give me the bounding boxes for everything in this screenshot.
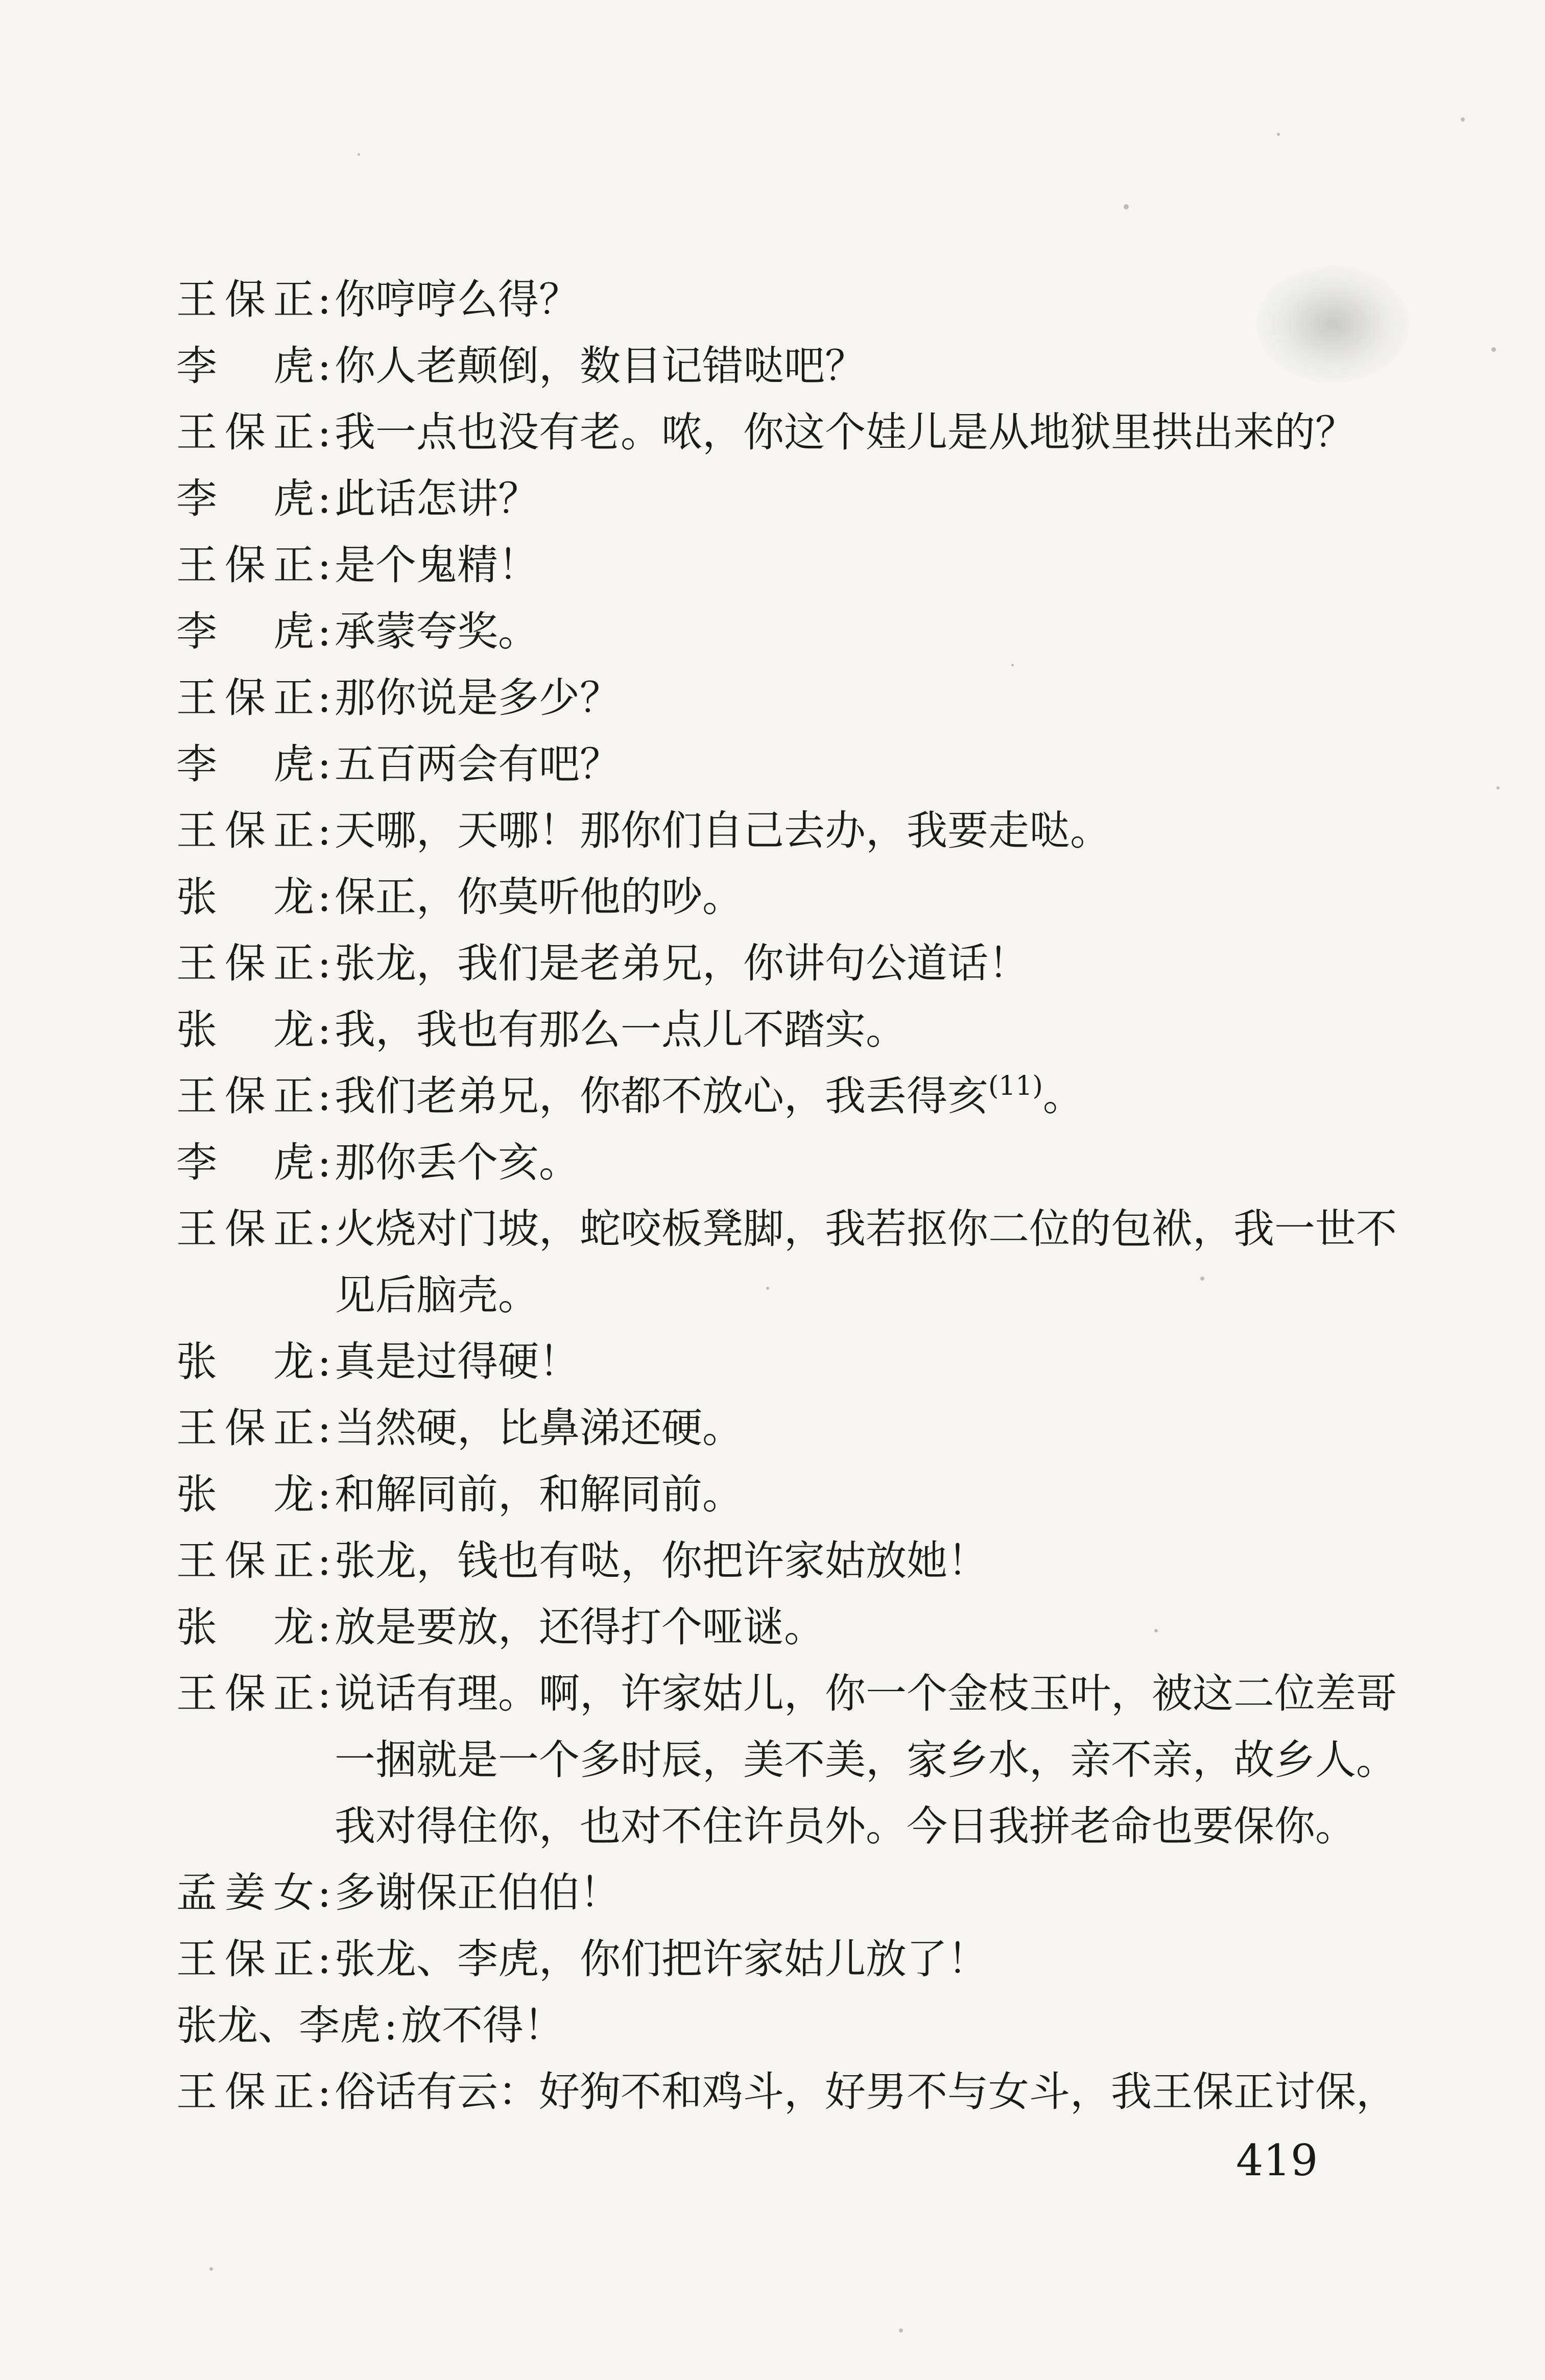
speaker-char: 王 (176, 1935, 217, 1983)
speaker-char: 正 (273, 674, 314, 722)
dialogue-line (176, 1528, 1428, 1594)
speaker-colon: : (317, 1869, 331, 1916)
dialogue-text-tail: 。 (1042, 1072, 1084, 1120)
speaker-name (176, 333, 314, 399)
speaker-char: 王 (176, 940, 217, 987)
speaker-char: 王 (176, 1072, 217, 1120)
speaker-char: 保 (225, 807, 266, 854)
dialogue-text (335, 930, 1428, 997)
dialogue-line (176, 466, 1428, 532)
dialogue-line (176, 864, 1428, 930)
dialogue-text-main: 是个鬼精！ (335, 541, 539, 589)
speaker-colon: : (317, 807, 331, 854)
speaker-char: 正 (273, 1935, 314, 1983)
dialogue-text-main: 你哼哼么得？ (335, 276, 580, 323)
speaker-char: 王 (176, 276, 217, 323)
dialogue-text (335, 598, 1428, 665)
speaker-char: 王 (176, 1404, 217, 1452)
speaker-char: 保 (225, 408, 266, 456)
speaker-char: 李 (176, 475, 217, 522)
dialogue-text-main: 那你说是多少？ (335, 674, 621, 722)
dialogue-text (335, 665, 1428, 731)
dialogue-line (176, 1992, 1428, 2059)
scan-speck (1124, 204, 1129, 209)
speaker-char: 虎 (273, 608, 314, 655)
speaker-char: 张 (176, 1006, 217, 1053)
speaker-name (176, 1461, 314, 1528)
speaker-char: 保 (225, 541, 266, 589)
speaker-colon: : (317, 1935, 331, 1983)
speaker-name (176, 665, 314, 731)
speaker-char: 李 (176, 1139, 217, 1186)
dialogue-text (335, 466, 1428, 532)
speaker-char: 保 (225, 1935, 266, 1983)
scan-speck (1277, 133, 1280, 136)
speaker-colon: : (317, 1338, 331, 1385)
speaker-name (176, 267, 314, 333)
speaker-colon: : (384, 2002, 398, 2049)
dialogue-line (176, 798, 1428, 864)
dialogue-text-main: 和解同前，和解同前。 (335, 1471, 743, 1518)
speaker-colon: : (317, 276, 331, 323)
dialogue-text (335, 731, 1428, 798)
dialogue-line (176, 2059, 1428, 2125)
dialogue-text-main: 天哪，天哪！那你们自己去办，我要走哒。 (335, 807, 1111, 854)
speaker-char: 保 (225, 674, 266, 722)
speaker-char: 正 (273, 1670, 314, 1717)
speaker-colon: : (317, 1537, 331, 1584)
dialogue-line (176, 731, 1428, 798)
dialogue-text (335, 1063, 1428, 1129)
speaker-name (176, 399, 314, 466)
speaker-name (176, 598, 314, 665)
speaker-char: 虎 (273, 342, 314, 390)
speaker-char: 王 (176, 674, 217, 722)
dialogue-text-main: 放不得！ (401, 2002, 564, 2049)
speaker-char: 正 (273, 940, 314, 987)
speaker-colon: : (317, 541, 331, 589)
dialogue-line (176, 1860, 1428, 1926)
speaker-name (176, 930, 314, 997)
speaker-colon: : (317, 1404, 331, 1452)
speaker-char: 王 (176, 2068, 217, 2115)
speaker-colon: : (317, 342, 331, 390)
speaker-char: 虎 (273, 740, 314, 788)
speaker-name (176, 532, 314, 598)
scan-speck (1461, 117, 1465, 122)
dialogue-line (176, 1926, 1428, 1992)
dialogue-text-main: 承蒙夸奖。 (335, 608, 539, 655)
speaker-name (176, 864, 314, 930)
dialogue-text (335, 1926, 1428, 1992)
speaker-char: 正 (273, 807, 314, 854)
speaker-name (176, 997, 314, 1063)
speaker-char: 正 (273, 1072, 314, 1120)
speaker-char: 李 (176, 740, 217, 788)
dialogue-line (176, 333, 1428, 399)
speaker-char: 王 (176, 807, 217, 854)
speaker-colon: : (317, 674, 331, 722)
speaker-char: 正 (273, 2068, 314, 2115)
speaker-colon: : (317, 1072, 331, 1120)
dialogue-text-main: 火烧对门坡，蛇咬板凳脚，我若抠你二位的包袱，我一世不见后脑壳。 (335, 1205, 1397, 1319)
dialogue-text-main: 俗话有云：好狗不和鸡斗，好男不与女斗，我王保正讨保， (335, 2068, 1397, 2115)
dialogue-text (335, 2059, 1428, 2125)
speaker-name (176, 1395, 314, 1461)
speaker-char: 女 (273, 1869, 314, 1916)
speaker-char: 保 (225, 276, 266, 323)
dialogue-text (335, 333, 1428, 399)
dialogue-line (176, 665, 1428, 731)
speaker-colon: : (317, 940, 331, 987)
speaker-char: 虎 (273, 1139, 314, 1186)
speaker-name (176, 731, 314, 798)
dialogue-text (335, 1395, 1428, 1461)
speaker-char: 正 (273, 408, 314, 456)
scan-speck (1154, 1629, 1158, 1632)
speaker-char: 正 (273, 1537, 314, 1584)
speaker-char: 保 (225, 2068, 266, 2115)
speaker-char: 张 (176, 873, 217, 921)
dialogue-text (335, 1196, 1428, 1329)
speaker-char: 王 (176, 1670, 217, 1717)
speaker-name (176, 1860, 314, 1926)
speaker-char: 保 (225, 1404, 266, 1452)
dialogue-line (176, 1129, 1428, 1196)
dialogue-line (176, 1661, 1428, 1860)
dialogue-text (335, 1129, 1428, 1196)
dialogue-text-main: 真是过得硬！ (335, 1338, 580, 1385)
speaker-char: 张 (176, 1338, 217, 1385)
scan-speck (1011, 664, 1014, 666)
dialogue-line (176, 267, 1428, 333)
dialogue-text-main: 张龙，钱也有哒，你把许家姑放她！ (335, 1537, 988, 1584)
speaker-colon: : (317, 1603, 331, 1651)
speaker-colon: : (317, 608, 331, 655)
speaker-char: 正 (273, 276, 314, 323)
speaker-name (176, 1594, 314, 1661)
dialogue-text-main: 张龙，我们是老弟兄，你讲句公道话！ (335, 940, 1029, 987)
dialogue-text-main: 你人老颠倒，数目记错哒吧？ (335, 342, 866, 390)
speaker-char: 虎 (273, 475, 314, 522)
dialogue-text-main: 放是要放，还得打个哑谜。 (335, 1603, 825, 1651)
dialogue-text-main: 当然硬，比鼻涕还硬。 (335, 1404, 743, 1452)
dialogue-text (335, 532, 1428, 598)
speaker-name (176, 1528, 314, 1594)
dialogue-text (335, 1860, 1428, 1926)
speaker-name (176, 1196, 314, 1262)
dialogue-text-main: 我们老弟兄，你都不放心，我丢得亥 (335, 1072, 988, 1120)
scan-speck (899, 2328, 903, 2333)
speaker-char: 保 (225, 1670, 266, 1717)
dialogue-text (335, 399, 1428, 466)
dialogue-line (176, 1063, 1428, 1129)
speaker-name (176, 1063, 314, 1129)
dialogue-text-main: 我一点也没有老。哝，你这个娃儿是从地狱里拱出来的？ (335, 408, 1356, 456)
dialogue-text (335, 1329, 1428, 1395)
dialogue-text-main: 保正，你莫听他的吵。 (335, 873, 743, 921)
dialogue-text (401, 1992, 1428, 2059)
dialogue-text (335, 798, 1428, 864)
scan-speck (664, 1762, 667, 1765)
speaker-name (176, 1329, 314, 1395)
speaker-char: 龙 (273, 1006, 314, 1053)
speaker-char: 张 (176, 1603, 217, 1651)
dialogue-line (176, 930, 1428, 997)
dialogue-line (176, 1395, 1428, 1461)
speaker-char: 正 (273, 1205, 314, 1253)
speaker-colon: : (317, 2068, 331, 2115)
speaker-char: 张龙、李虎 (176, 2002, 381, 2049)
dialogue-text (335, 1661, 1428, 1860)
speaker-char: 王 (176, 1205, 217, 1253)
dialogue-line (176, 997, 1428, 1063)
dialogue-text (335, 864, 1428, 930)
speaker-char: 正 (273, 1404, 314, 1452)
speaker-char: 龙 (273, 1338, 314, 1385)
speaker-name (176, 1661, 314, 1727)
speaker-char: 王 (176, 541, 217, 589)
speaker-char: 姜 (225, 1869, 266, 1916)
speaker-char: 孟 (176, 1869, 217, 1916)
dialogue-text (335, 1594, 1428, 1661)
speaker-name (176, 466, 314, 532)
dialogue-text (335, 1461, 1428, 1528)
dialogue-text-main: 我，我也有那么一点儿不踏实。 (335, 1006, 907, 1053)
speaker-char: 龙 (273, 1603, 314, 1651)
speaker-char: 龙 (273, 873, 314, 921)
speaker-colon: : (317, 475, 331, 522)
scan-speck (1491, 347, 1496, 352)
dialogue-text-main: 多谢保正伯伯！ (335, 1869, 621, 1916)
speaker-char: 保 (225, 940, 266, 987)
dialogue-line (176, 1594, 1428, 1661)
dialogue-block (176, 267, 1428, 2125)
speaker-colon: : (317, 873, 331, 921)
speaker-colon: : (317, 740, 331, 788)
speaker-colon: : (317, 1670, 331, 1717)
dialogue-text-main: 那你丢个亥。 (335, 1139, 580, 1186)
speaker-char: 保 (225, 1205, 266, 1253)
dialogue-line (176, 399, 1428, 466)
speaker-name (176, 1992, 381, 2059)
speaker-char: 王 (176, 408, 217, 456)
dialogue-text-main: 五百两会有吧？ (335, 740, 621, 788)
speaker-name (176, 1926, 314, 1992)
dialogue-line (176, 1196, 1428, 1329)
dialogue-text-main: 说话有理。啊，许家姑儿，你一个金枝玉叶，被这二位差哥一捆就是一个多时辰，美不美，家乡水，亲不亲，故乡人。我对得住你，也对不住许员外。今日我拼老命也要保你。 (335, 1670, 1397, 1850)
scan-speck (1496, 786, 1500, 789)
speaker-char: 龙 (273, 1471, 314, 1518)
speaker-colon: : (317, 1205, 331, 1253)
speaker-colon: : (317, 1471, 331, 1518)
dialogue-text (335, 997, 1428, 1063)
dialogue-line (176, 598, 1428, 665)
dialogue-line (176, 532, 1428, 598)
dialogue-text-main: 张龙、李虎，你们把许家姑儿放了！ (335, 1935, 988, 1983)
speaker-char: 正 (273, 541, 314, 589)
speaker-name (176, 1129, 314, 1196)
speaker-char: 保 (225, 1537, 266, 1584)
scan-speck (209, 2267, 213, 2271)
speaker-char: 王 (176, 1537, 217, 1584)
dialogue-text (335, 1528, 1428, 1594)
speaker-char: 保 (225, 1072, 266, 1120)
footnote-marker: (11) (988, 1071, 1043, 1101)
speaker-colon: : (317, 1139, 331, 1186)
dialogue-line (176, 1461, 1428, 1528)
speaker-char: 李 (176, 608, 217, 655)
dialogue-text (335, 267, 1428, 333)
speaker-char: 李 (176, 342, 217, 390)
speaker-char: 张 (176, 1471, 217, 1518)
page-number: 419 (1236, 2135, 1318, 2185)
dialogue-line (176, 1329, 1428, 1395)
speaker-name (176, 2059, 314, 2125)
speaker-colon: : (317, 1006, 331, 1053)
dialogue-text-main: 此话怎讲？ (335, 475, 539, 522)
speaker-name (176, 798, 314, 864)
scan-speck (1200, 1277, 1204, 1281)
speaker-colon: : (317, 408, 331, 456)
scan-speck (766, 1287, 769, 1290)
scan-speck (358, 153, 360, 156)
